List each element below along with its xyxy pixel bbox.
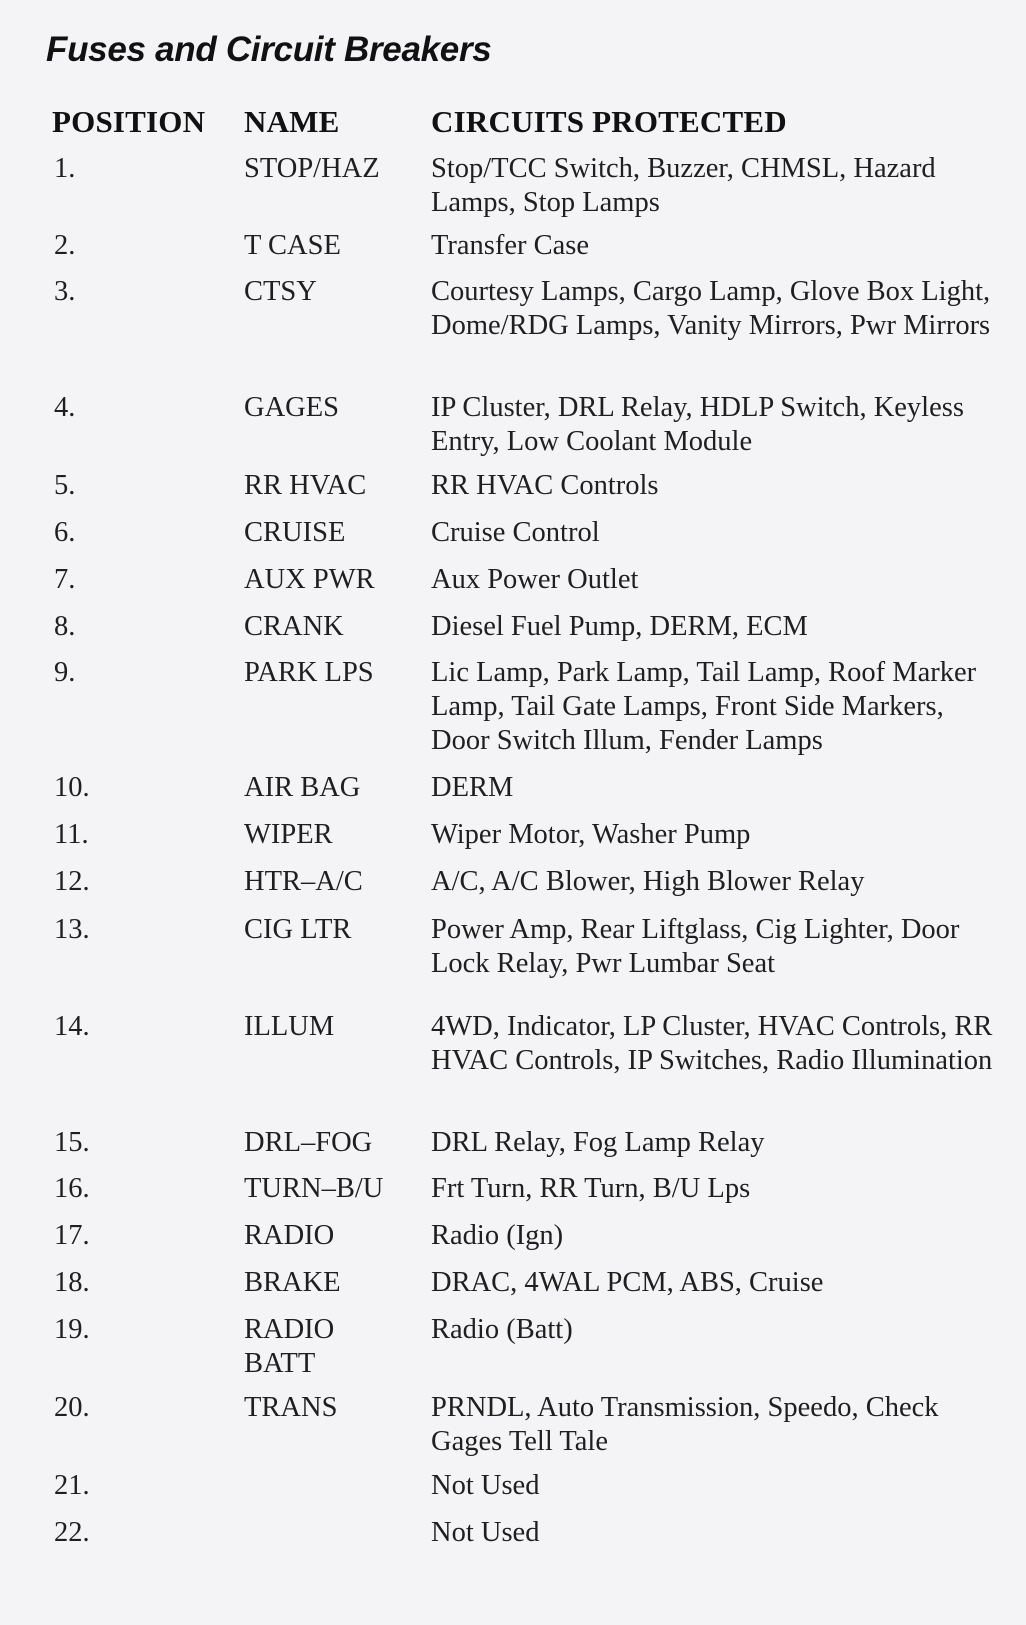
circuits-cell: PRNDL, Auto Transmission, Speedo, Check Gages Tell Tale bbox=[431, 1392, 939, 1457]
name-cell: RADIO BATT bbox=[244, 1314, 335, 1379]
name-cell: ILLUM bbox=[244, 1011, 335, 1042]
circuits-cell: RR HVAC Controls bbox=[431, 470, 659, 501]
position-cell: 16. bbox=[54, 1173, 90, 1204]
circuits-cell: Radio (Batt) bbox=[431, 1314, 573, 1345]
name-cell: DRL–FOG bbox=[244, 1127, 373, 1158]
position-cell: 10. bbox=[54, 772, 90, 803]
circuits-cell: Lic Lamp, Park Lamp, Tail Lamp, Roof Marker Lamp, Tail Gate Lamps, Front Side Markers, Door Switch Illum, Fender Lamps bbox=[431, 657, 977, 756]
circuits-cell: Radio (Ign) bbox=[431, 1220, 564, 1251]
name-cell: TURN–B/U bbox=[244, 1173, 384, 1204]
position-cell: 6. bbox=[54, 517, 76, 548]
position-cell: 1. bbox=[54, 153, 76, 184]
position-cell: 12. bbox=[54, 866, 90, 897]
name-cell: RADIO bbox=[244, 1220, 335, 1251]
name-cell: CIG LTR bbox=[244, 914, 352, 945]
page-title: Fuses and Circuit Breakers bbox=[46, 30, 492, 69]
position-cell: 11. bbox=[54, 819, 89, 850]
position-cell: 8. bbox=[54, 611, 76, 642]
circuits-cell: Cruise Control bbox=[431, 517, 600, 548]
name-cell: T CASE bbox=[244, 230, 341, 261]
circuits-cell: Aux Power Outlet bbox=[431, 564, 639, 595]
circuits-cell: IP Cluster, DRL Relay, HDLP Switch, Keyless Entry, Low Coolant Module bbox=[431, 392, 964, 457]
circuits-cell: DERM bbox=[431, 772, 514, 803]
name-cell: PARK LPS bbox=[244, 657, 374, 688]
position-cell: 4. bbox=[54, 392, 76, 423]
position-cell: 21. bbox=[54, 1470, 90, 1501]
position-cell: 9. bbox=[54, 657, 76, 688]
position-cell: 19. bbox=[54, 1314, 90, 1345]
position-cell: 3. bbox=[54, 276, 76, 307]
name-cell: AUX PWR bbox=[244, 564, 375, 595]
position-cell: 14. bbox=[54, 1011, 90, 1042]
name-cell: BRAKE bbox=[244, 1267, 341, 1298]
circuits-cell: Courtesy Lamps, Cargo Lamp, Glove Box Light, Dome/RDG Lamps, Vanity Mirrors, Pwr Mirrors bbox=[431, 276, 991, 341]
circuits-cell: Transfer Case bbox=[431, 230, 590, 261]
circuits-cell: Not Used bbox=[431, 1517, 540, 1548]
circuits-cell: 4WD, Indicator, LP Cluster, HVAC Controls, RR HVAC Controls, IP Switches, Radio Illumination bbox=[431, 1011, 993, 1076]
header-position: POSITION bbox=[52, 104, 206, 139]
circuits-cell: Wiper Motor, Washer Pump bbox=[431, 819, 751, 850]
name-cell: TRANS bbox=[244, 1392, 338, 1423]
name-cell: STOP/HAZ bbox=[244, 153, 380, 184]
position-cell: 20. bbox=[54, 1392, 90, 1423]
position-cell: 5. bbox=[54, 470, 76, 501]
name-cell: WIPER bbox=[244, 819, 333, 850]
name-cell: AIR BAG bbox=[244, 772, 361, 803]
name-cell: HTR–A/C bbox=[244, 866, 363, 897]
header-circuits-protected: CIRCUITS PROTECTED bbox=[431, 104, 787, 139]
circuits-cell: DRAC, 4WAL PCM, ABS, Cruise bbox=[431, 1267, 824, 1298]
name-cell: GAGES bbox=[244, 392, 340, 423]
name-cell: RR HVAC bbox=[244, 470, 367, 501]
position-cell: 7. bbox=[54, 564, 76, 595]
circuits-cell: DRL Relay, Fog Lamp Relay bbox=[431, 1127, 765, 1158]
circuits-cell: Frt Turn, RR Turn, B/U Lps bbox=[431, 1173, 751, 1204]
name-cell: CTSY bbox=[244, 276, 317, 307]
position-cell: 18. bbox=[54, 1267, 90, 1298]
circuits-cell: A/C, A/C Blower, High Blower Relay bbox=[431, 866, 865, 897]
circuits-cell: Power Amp, Rear Liftglass, Cig Lighter, Door Lock Relay, Pwr Lumbar Seat bbox=[431, 914, 960, 979]
position-cell: 2. bbox=[54, 230, 76, 261]
circuits-cell: Not Used bbox=[431, 1470, 540, 1501]
circuits-cell: Diesel Fuel Pump, DERM, ECM bbox=[431, 611, 808, 642]
name-cell: CRUISE bbox=[244, 517, 346, 548]
circuits-cell: Stop/TCC Switch, Buzzer, CHMSL, Hazard Lamps, Stop Lamps bbox=[431, 153, 936, 218]
position-cell: 17. bbox=[54, 1220, 90, 1251]
position-cell: 15. bbox=[54, 1127, 90, 1158]
position-cell: 13. bbox=[54, 914, 90, 945]
header-name: NAME bbox=[244, 104, 340, 139]
name-cell: CRANK bbox=[244, 611, 344, 642]
position-cell: 22. bbox=[54, 1517, 90, 1548]
